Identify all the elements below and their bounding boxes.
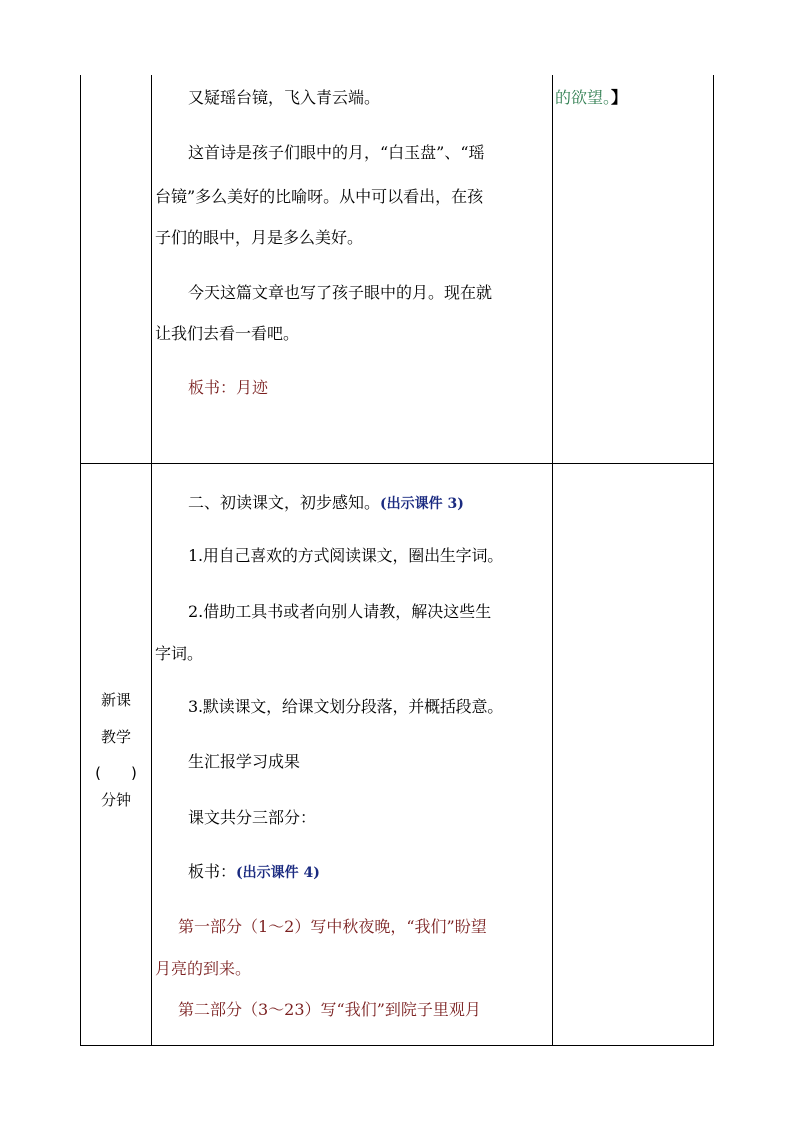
section-heading-text: 二、初读课文，初步感知。 xyxy=(188,493,381,512)
part-1-line-2: 月亮的到来。 xyxy=(155,959,252,978)
paragraph-2-line-1: 今天这篇文章也写了孩子眼中的月。现在就 xyxy=(188,283,493,302)
board-label: 板书： xyxy=(188,862,237,881)
table-border-right xyxy=(713,75,714,1046)
parts-intro: 课文共分三部分： xyxy=(188,808,317,827)
board-line xyxy=(188,862,320,883)
note-text: 的欲望。 xyxy=(555,88,612,107)
courseware-ref-4: (出示课件 4) xyxy=(236,865,320,881)
row-label-line-3: ( ) xyxy=(95,764,137,782)
note-bracket: 】 xyxy=(611,88,628,107)
courseware-ref-3: (出示课件 3) xyxy=(380,496,464,512)
board-title: 板书：月迹 xyxy=(188,378,269,397)
part-1-line-1: 第一部分（1～2）写中秋夜晚，“我们”盼望 xyxy=(178,917,487,936)
table-border-bottom xyxy=(80,1045,714,1046)
paragraph-2-line-2: 让我们去看一看吧。 xyxy=(155,324,300,343)
paragraph-1-line-3: 子们的眼中，月是多么美好。 xyxy=(155,228,364,247)
table-divider-1 xyxy=(151,75,152,1046)
row-label-line-4: 分钟 xyxy=(100,791,131,809)
row-label-line-2: 教学 xyxy=(100,728,131,746)
poem-line: 又疑瑶台镜，飞入青云端。 xyxy=(188,88,381,107)
task-1: 1.用自己喜欢的方式阅读课文，圈出生字词。 xyxy=(188,546,504,565)
part-2-line-1: 第二部分（3～23）写“我们”到院子里观月 xyxy=(178,1000,481,1019)
task-2-line-2: 字词。 xyxy=(155,644,204,663)
section-heading xyxy=(188,493,464,514)
paragraph-1-line-2: 台镜”多么美好的比喻呀。从中可以看出，在孩 xyxy=(155,187,484,206)
task-3: 3.默读课文，给课文划分段落，并概括段意。 xyxy=(188,697,504,716)
table-divider-2 xyxy=(552,75,553,1046)
table-border-left xyxy=(80,75,81,1046)
right-column-note xyxy=(555,88,627,108)
row-divider xyxy=(80,463,714,464)
paragraph-1-line-1: 这首诗是孩子们眼中的月，“白玉盘”、“瑶 xyxy=(188,143,485,162)
student-report: 生汇报学习成果 xyxy=(188,752,301,771)
row-label-line-1: 新课 xyxy=(100,691,131,709)
task-2-line-1: 2.借助工具书或者向别人请教，解决这些生 xyxy=(188,602,492,621)
